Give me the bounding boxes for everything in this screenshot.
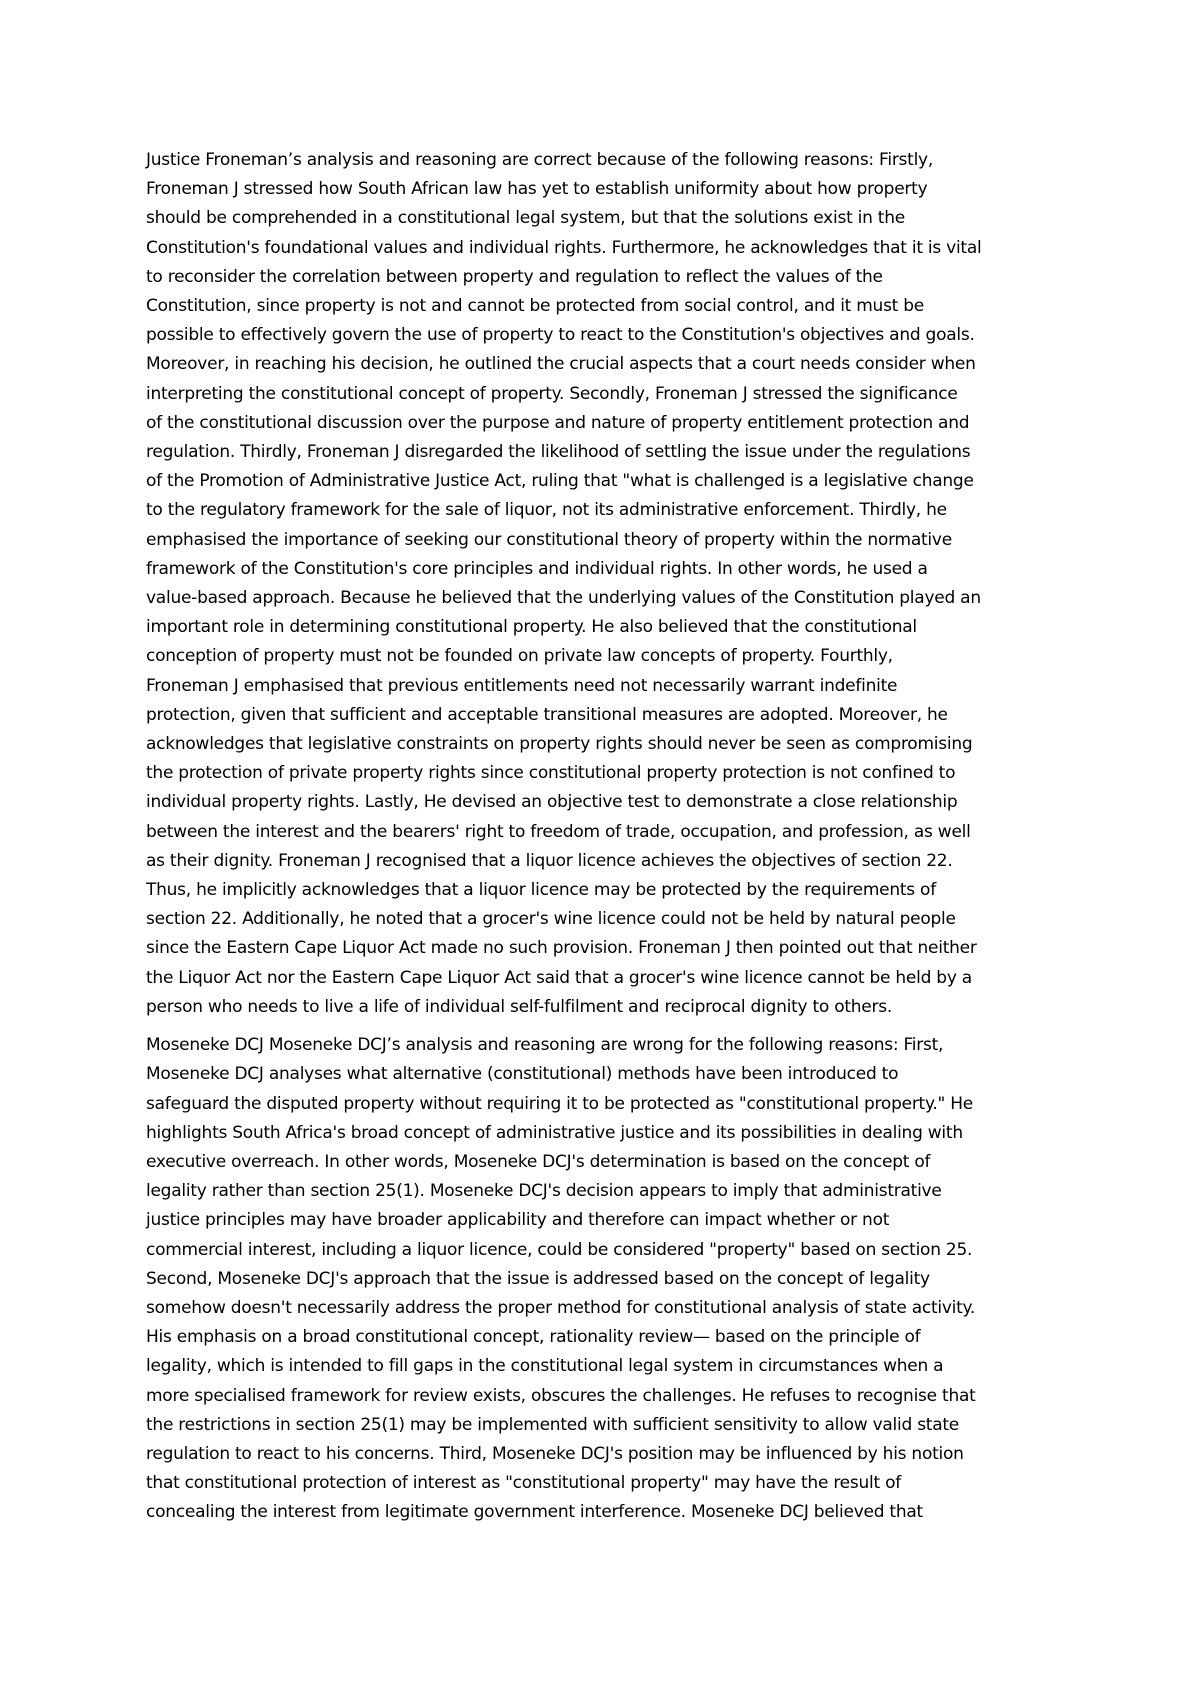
text-line: interpreting the constitutional concept of property. Secondly, Froneman J stressed the significance [146, 383, 958, 404]
text-line: His emphasis on a broad constitutional concept, rationality review— based on the principle of [146, 1327, 921, 1348]
text-line: Moreover, in reaching his decision, he outlined the crucial aspects that a court needs consider when [146, 354, 976, 375]
text-line: since the Eastern Cape Liquor Act made no such provision. Froneman J then pointed out that neither [146, 938, 977, 959]
text-line: Moseneke DCJ analyses what alternative (constitutional) methods have been introduced to [146, 1064, 899, 1085]
text-line: important role in determining constitutional property. He also believed that the constitutional [146, 617, 917, 638]
text-line: should be comprehended in a constitutional legal system, but that the solutions exist in the [146, 208, 905, 229]
text-line: safeguard the disputed property without requiring it to be protected as "constitutional property." He [146, 1093, 973, 1114]
text-line: regulation to react to his concerns. Third, Moseneke DCJ's position may be influenced by his notion [146, 1443, 964, 1464]
text-line: legality, which is intended to fill gaps in the constitutional legal system in circumstances when a [146, 1356, 944, 1377]
text-line: of the constitutional discussion over the purpose and nature of property entitlement protection and [146, 412, 970, 433]
text-line: that constitutional protection of interest as "constitutional property" may have the result of [146, 1473, 901, 1494]
paragraph-froneman [146, 146, 1076, 1022]
text-line: Justice Froneman’s analysis and reasoning are correct because of the following reasons: Firstly, [146, 150, 934, 170]
text-line: acknowledges that legislative constraints on property rights should never be seen as compromising [146, 734, 973, 755]
text-line: Froneman J stressed how South African law has yet to establish uniformity about how property [146, 179, 928, 200]
text-line: the restrictions in section 25(1) may be implemented with sufficient sensitivity to allow valid state [146, 1414, 960, 1435]
text-line: as their dignity. Froneman J recognised that a liquor licence achieves the objectives of section 22. [146, 850, 953, 871]
text-line: between the interest and the bearers' right to freedom of trade, occupation, and profession, as well [146, 821, 971, 842]
text-line: executive overreach. In other words, Moseneke DCJ's determination is based on the concept of [146, 1151, 931, 1172]
text-line: person who needs to live a life of individual self-fulfilment and reciprocal dignity to others. [146, 996, 892, 1017]
text-line: conception of property must not be founded on private law concepts of property. Fourthly, [146, 646, 893, 667]
text-line: concealing the interest from legitimate government interference. Moseneke DCJ believed that [146, 1502, 923, 1523]
text-line: Constitution's foundational values and individual rights. Furthermore, he acknowledges that it is vital [146, 237, 982, 258]
text-line: to the regulatory framework for the sale of liquor, not its administrative enforcement. Thirdly, he [146, 500, 947, 521]
text-line: of the Promotion of Administrative Justice Act, ruling that "what is challenged is a legislative change [146, 471, 974, 492]
text-line: justice principles may have broader applicability and therefore can impact whether or not [146, 1210, 890, 1231]
text-line: to reconsider the correlation between property and regulation to reflect the values of the [146, 266, 883, 287]
text-line: Thus, he implicitly acknowledges that a liquor licence may be protected by the requirements of [146, 880, 936, 901]
text-line: possible to effectively govern the use of property to react to the Constitution's objectives and goals. [146, 325, 975, 346]
text-line: Constitution, since property is not and cannot be protected from social control, and it must be [146, 296, 925, 317]
document-page [146, 146, 1076, 1528]
text-line: legality rather than section 25(1). Moseneke DCJ's decision appears to imply that administrative [146, 1181, 942, 1202]
text-line: the Liquor Act nor the Eastern Cape Liquor Act said that a grocer's wine licence cannot be held by a [146, 967, 972, 988]
text-line: value-based approach. Because he believed that the underlying values of the Constitution played an [146, 588, 981, 609]
text-line: Froneman J emphasised that previous entitlements need not necessarily warrant indefinite [146, 675, 898, 696]
text-line: section 22. Additionally, he noted that a grocer's wine licence could not be held by natural people [146, 909, 956, 930]
text-line: regulation. Thirdly, Froneman J disregarded the likelihood of settling the issue under the regulations [146, 442, 971, 463]
text-line: individual property rights. Lastly, He devised an objective test to demonstrate a close relationship [146, 792, 958, 813]
text-line: Second, Moseneke DCJ's approach that the issue is addressed based on the concept of legality [146, 1268, 930, 1289]
text-line: somehow doesn't necessarily address the proper method for constitutional analysis of state activity. [146, 1297, 976, 1318]
text-line: more specialised framework for review exists, obscures the challenges. He refuses to recognise that [146, 1385, 976, 1406]
text-line: emphasised the importance of seeking our constitutional theory of property within the normative [146, 529, 952, 550]
text-line: Moseneke DCJ Moseneke DCJ’s analysis and reasoning are wrong for the following reasons: First, [146, 1035, 944, 1056]
paragraph-moseneke [146, 1031, 1076, 1527]
text-line: framework of the Constitution's core principles and individual rights. In other words, he used a [146, 558, 928, 579]
text-line: the protection of private property rights since constitutional property protection is not confined to [146, 763, 956, 784]
text-line: commercial interest, including a liquor licence, could be considered "property" based on section 25. [146, 1239, 973, 1260]
text-line: protection, given that sufficient and acceptable transitional measures are adopted. Moreover, he [146, 704, 948, 725]
text-line: highlights South Africa's broad concept of administrative justice and its possibilities in dealing with [146, 1122, 963, 1143]
